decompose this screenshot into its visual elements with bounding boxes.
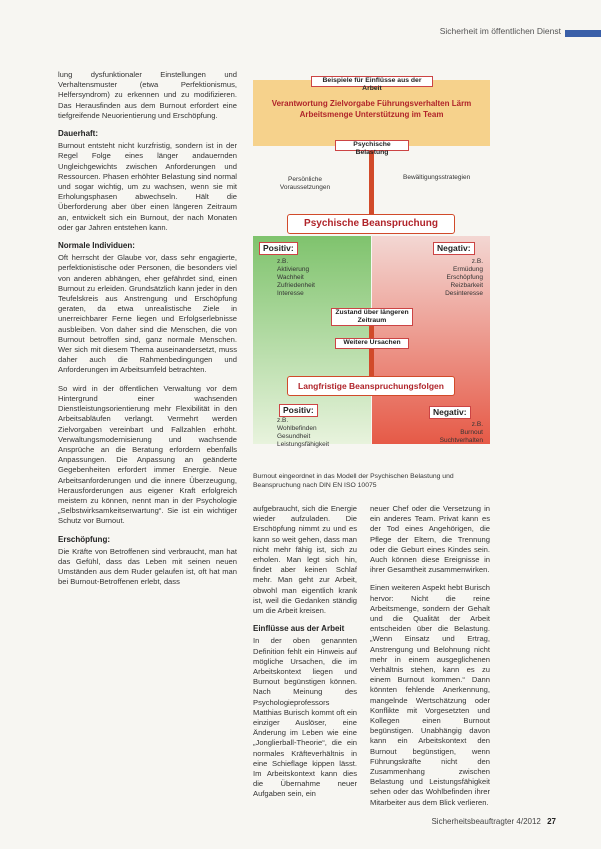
influences-label: Beispiele für Einflüsse aus der Arbeit [311,76,433,87]
beanspruchungsfolgen-title: Langfristige Beanspruchungsfolgen [287,376,455,396]
list-item: Burnout [460,429,483,436]
negative-items-2 [431,421,483,445]
left-column [58,70,237,596]
arrow [369,326,374,376]
paragraph: Die Kräfte von Betroffenen sind verbraucht, man hat das Gefühl, dass das Leben mit seinen neuen Umständen aus dem Ruder gelaufen ist, oft hat man bei Burnout-Betroffenen erlebt, dass [58,546,237,587]
list-item: z.B. [471,421,483,428]
paragraph: Burnout entsteht nicht kurzfristig, sondern ist in der Regel Folge eines länger andauernden Ungleichgewichts zwischen Anforderungen und Ressourcen. Phasen erhöhter Belastung sind normal und sogar wichtig, um zu wachsen, wenn sie mit Erholungsphasen abwechseln. Hält die Überforderung aber über einen längeren Zeitraum an, entwickelt sich ein Burnout, der nach Monaten oder gar Jahren entstehen kann. [58,141,237,232]
list-item: z.B. [471,258,483,265]
intro-paragraph: lung dysfunktionaler Einstellungen und Verhaltensmuster (etwa Perfektionismus, Helfersyndrom) zu erkennen und zu modifizieren. Das Herausfinden aus dem Burnout erfordert eine tiefgreifende Neuorientierung und Erschöpfung. [58,70,237,120]
paragraph: aufgebraucht, sich die Energie wieder aufzuladen. Die Erschöpfung nimmt zu und es kann so weit gehen, dass man nicht mehr fähig ist, sich zu erholen. Man legt sich hin, findet aber keinen Schlaf mehr. Man geht zur Arbeit, obwohl man eigentlich krank ist, weil die Gedanken ständig um die Arbeit kreisen. [253,504,357,616]
list-item: Ermüdung [453,266,483,273]
running-header [391,26,601,40]
list-item: Leistungsfähigkeit [277,441,330,448]
paragraph: Einen weiteren Aspekt hebt Burisch hervor: Nicht die reine Arbeitsmenge, sondern der Gehalt und die Qualität der Arbeit entscheiden über die Belastung. „Wenn Einsatz und Ertrag, Anstrengung und Belohnung nicht mehr in einem ausgeglichenen Verhältnis stehen, kann es zu einem Burnout kommen.“ Dann könnten fehlende Anerkennung, mangelnde Wertschätzung oder Konflikte mit Vorgesetzten und Kollegen einen Burnout begünstigen. Unabhängig davon kann ein Arbeitskontext den Burnout begünstigen, wenn Führungskräfte nicht den Zusammenhang zwischen Belastung und Leistungsfähigkeit sehen oder das Wohlbefinden ihrer Mitarbeiter aus dem Blick verlieren. [370,583,490,807]
middle-column [253,504,357,808]
right-column [370,504,490,816]
list-item: Aktivierung [277,266,310,273]
list-item: Zufriedenheit [277,282,315,289]
burnout-model-figure [253,64,490,459]
page-number: 27 [547,817,556,826]
beanspruchung-title: Psychische Beanspruchung [287,214,455,234]
section-title: Sicherheit im öffentlichen Dienst [439,26,561,36]
list-item: Gesundheit [277,433,311,440]
list-item: Erschöpfung [446,274,483,281]
positive-items-2 [277,417,329,449]
list-item: Reizbarkeit [450,282,483,289]
journal-name: Sicherheitsbeauftragter 4/2012 [431,817,541,826]
page-footer [431,817,556,826]
positiv-label: Positiv: [259,242,298,255]
list-item: Interesse [277,290,304,297]
paragraph: neuer Chef oder die Versetzung in ein anderes Team. Privat kann es der Tod eines Angehörigen, die Pflege der Eltern, die Trennung oder die Geburt eines Kindes sein. Auch können diese Ereignisse in ihrer Gesamtheit zusammenwirken. [370,504,490,575]
paragraph: So wird in der öffentlichen Verwaltung vor dem Hintergrund einer wachsenden Dienstleistungsorientierung mehr Flexibilität in den Arbeitsabläufen verlangt. Vermehrt werden Zielvorgaben vereinbart und Fallzahlen erhöht. Verwaltungsmodernisierung und wachsende Ansprüche an die Beratung erfordern ebenfalls Anpassungen. Die Anpassung an geänderte Gegebenheiten erfordert immer Energie. Neue Arbeitsanforderungen und die innere Überzeugung, Herausforderungen aus eigener Kraft erfolgreich meistern zu können, nennt man in der Psychologie „Selbstwirksamkeitserwartung“. Sie ist ein wichtiger Schutz vor Burnout. [58,383,237,526]
heading-dauerhaft: Dauerhaft: [58,129,99,139]
heading-erschoepfung: Erschöpfung: [58,534,110,544]
positive-items [277,258,315,298]
bewaeltigungsstrategien: Bewältigungsstrategien [403,174,471,181]
list-item: Suchtverhalten [439,437,483,444]
negativ-label-2: Negativ: [429,406,471,419]
negative-items [431,258,483,298]
positiv-label-2: Positiv: [279,404,318,417]
figure-caption: Burnout eingeordnet in das Modell der Psychischen Belastung und Beanspruchung nach DIN EN ISO 10075 [253,473,454,489]
negativ-label: Negativ: [433,242,475,255]
heading-normale-individuen: Normale Individuen: [58,241,135,251]
influences-line-2: Arbeitsmenge Unterstützung im Team [299,110,444,119]
heading-einfluesse: Einflüsse aus der Arbeit [253,624,345,634]
list-item: z.B. [277,417,289,424]
paragraph: In der oben genannten Definition fehlt ein Hinweis auf mögliche Ursachen, die im Arbeitskontext liegen und Burnout begünstigen können. Nach Meinung des Psychologieprofessors Matthias Burisch kommt oft ein einziger Auslöser, eine Änderung im Leben wie eine „Jonglierball-Theorie“, die ein normales Kräfteverhältnis in eine Schieflage kippen lässt. Im Arbeitskontext kann dies die Übernahme neuer Aufgaben sein, ein [253,636,357,799]
list-item: Wachheit [277,274,304,281]
section-color-bar [565,30,601,37]
belastung-label: Psychische Belastung [335,140,409,151]
list-item: Wohlbefinden [277,425,317,432]
paragraph: Oft herrscht der Glaube vor, dass sehr engagierte, perfektionistische oder Personen, die besonders viel von anderen abhängen, eher gefährdet sind, einen Burnout zu erleiden. Grundsätzlich kann jeder in den Teufelskreis aus Anstrengung und Erschöpfung geraten, da etwa unrealistische Ziele in unerreichbarer Ferne liegen und Erfolgserlebnisse ausbleiben. Von daher sind die Menschen, die von Burnout betroffen sind, ganz normale Menschen. Wer sich mit diesem Thema auseinandersetzt, muss daher auch die Rahmenbedingungen und Anforderungen im Arbeitsumfeld betrachten. [58,253,237,375]
persoenliche-voraussetzungen: Persönliche Voraussetzungen [279,176,331,191]
weitere-ursachen-box: Weitere Ursachen [335,338,409,349]
influences-line-1: Verantwortung Zielvorgabe Führungsverhalten Lärm [271,99,472,108]
list-item: z.B. [277,258,289,265]
zustand-box: Zustand über längeren Zeitraum [331,308,413,326]
list-item: Desinteresse [445,290,483,297]
